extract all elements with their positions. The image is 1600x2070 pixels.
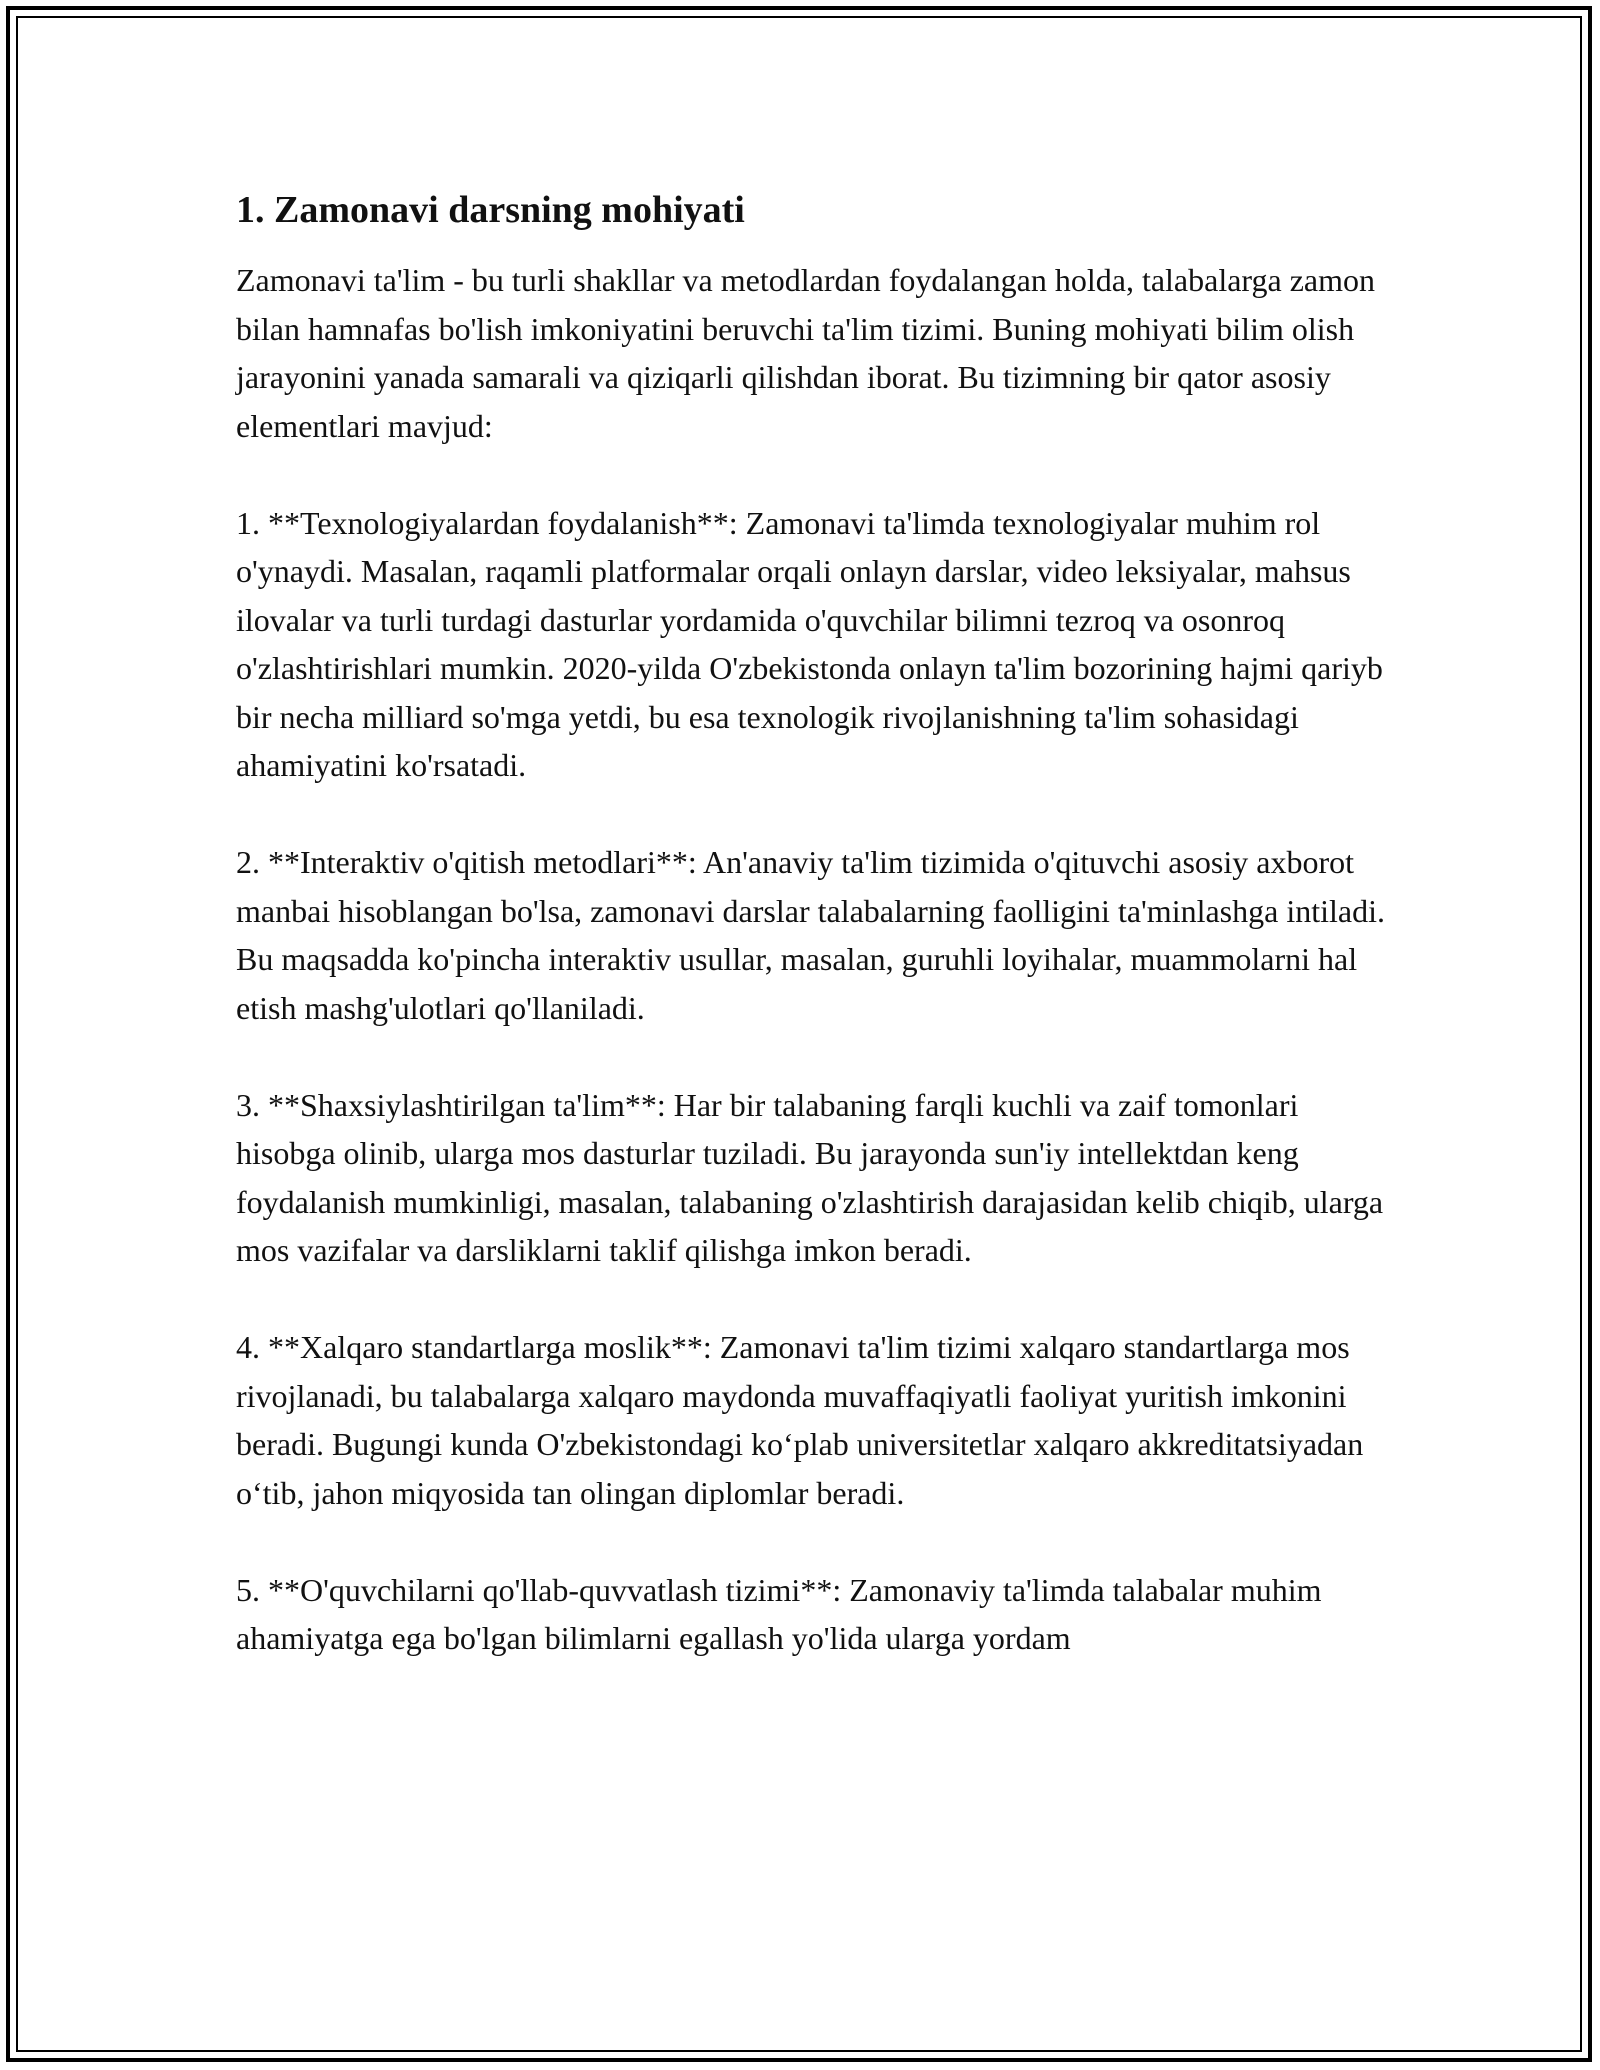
document-body: [236, 186, 1386, 1711]
list-item-technology: 1. **Texnologiyalardan foydalanish**: Zamonavi ta'limda texnologiyalar muhim rol o'ynaydi. Masalan, raqamli platformalar orqali onlayn darslar, video leksiyalar, mahsus ilovalar va turli turdagi dasturlar yordamida o'quvchilar bilimni tezroq va osonroq o'zlashtirishlari mumkin. 2020-yilda O'zbekistonda onlayn ta'lim bozorining hajmi qariyb bir necha milliard so'mga yetdi, bu esa texnologik rivojlanishning ta'lim sohasidagi ahamiyatini ko'rsatadi.: [236, 504, 1383, 783]
list-item-student-support: 5. **O'quvchilarni qo'llab-quvvatlash tizimi**: Zamonaviy ta'limda talabalar muhim ahamiyatga ega bo'lgan bilimlarni egallash yo'lida ularga yordam: [236, 1571, 1322, 1656]
intro-paragraph: Zamonavi ta'lim - bu turli shakllar va metodlardan foydalangan holda, talabalarga zamon bilan hamnafas bo'lish imkoniyatini beruvchi ta'lim tizimi. Buning mohiyati bilim olish jarayonini yanada samarali va qiziqarli qilishdan iborat. Bu tizimning bir qator asosiy elementlari mavjud:: [236, 262, 1375, 444]
list-item-international-standards: 4. **Xalqaro standartlarga moslik**: Zamonavi ta'lim tizimi xalqaro standartlarga mos rivojlanadi, bu talabalarga xalqaro maydonda muvaffaqiyatli faoliyat yuritish imkonini beradi. Bugungi kunda O'zbekistondagi ko‘plab universitetlar xalqaro akkreditatsiyadan o‘tib, jahon miqyosida tan olingan diplomlar beradi.: [236, 1329, 1364, 1511]
list-item-interactive-methods: 2. **Interaktiv o'qitish metodlari**: An'anaviy ta'lim tizimida o'qituvchi asosiy axborot manbai hisoblangan bo'lsa, zamonavi darslar talabalarning faolligini ta'minlashga intiladi. Bu maqsadda ko'pincha interaktiv usullar, masalan, guruhli loyihalar, muammolarni hal etish mashg'ulotlari qo'llaniladi.: [236, 844, 1385, 1026]
document-heading: 1. Zamonavi darsning mohiyati: [236, 189, 745, 231]
list-item-personalized-learning: 3. **Shaxsiylashtirilgan ta'lim**: Har bir talabaning farqli kuchli va zaif tomonlari hisobga olinib, ularga mos dasturlar tuziladi. Bu jarayonda sun'iy intellektdan keng foydalanish mumkinligi, masalan, talabaning o'zlashtirish darajasidan kelib chiqib, ularga mos vazifalar va darsliklarni taklif qilishga imkon beradi.: [236, 1086, 1384, 1268]
